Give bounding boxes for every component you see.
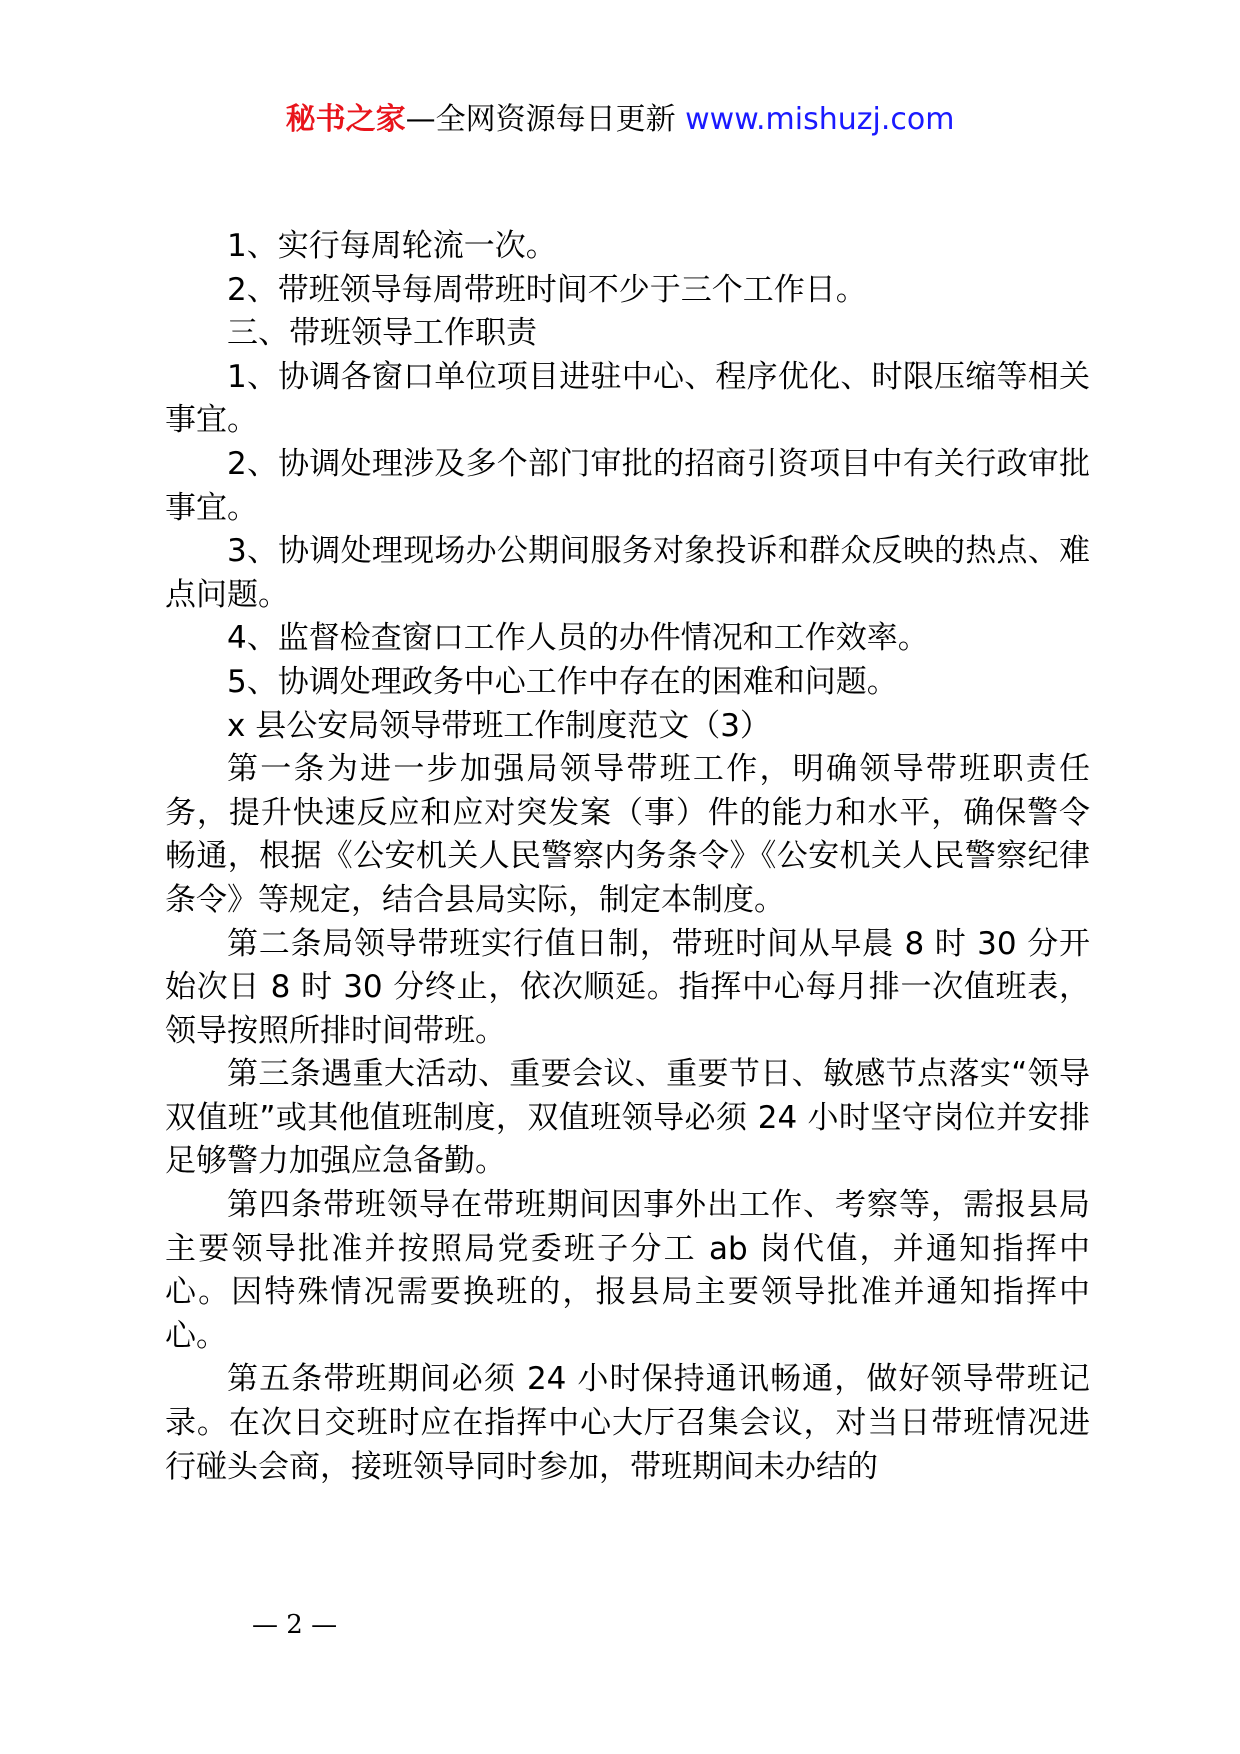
- article-5: 第五条带班期间必须 24 小时保持通讯畅通，做好领导带班记录。在次日交班时应在指挥中心大厅召集会议，对当日带班情况进行碰头会商，接班领导同时参加，带班期间未办结的: [165, 1361, 1090, 1485]
- site-url: www.mishuzj.com: [685, 102, 955, 137]
- article-2: 第二条局领导带班实行值日制，带班时间从早晨 8 时 30 分开始次日 8 时 30 分终止，依次顺延。指挥中心每月排一次值班表，领导按照所排时间带班。: [165, 925, 1090, 1049]
- site-slogan: —全网资源每日更新: [405, 102, 686, 137]
- paragraph-8: 5、协调处理政务中心工作中存在的困难和问题。: [227, 663, 898, 700]
- page-number: — 2 —: [252, 1610, 338, 1640]
- section-heading-duties: 三、带班领导工作职责: [227, 315, 537, 352]
- paragraph-5: 2、协调处理涉及多个部门审批的招商引资项目中有关行政审批事宜。: [165, 445, 1090, 526]
- document-subtitle: x 县公安局领导带班工作制度范文（3）: [227, 707, 771, 744]
- site-brand-name: 秘书之家: [285, 102, 406, 137]
- article-4: 第四条带班领导在带班期间因事外出工作、考察等，需报县局主要领导批准并按照局党委班子分工 ab 岗代值，并通知指挥中心。因特殊情况需要换班的，报县局主要领导批准并通知指挥中心。: [165, 1187, 1090, 1354]
- article-1: 第一条为进一步加强局领导带班工作，明确领导带班职责任务，提升快速反应和应对突发案（事）件的能力和水平，确保警令畅通，根据《公安机关人民警察内务条令》《公安机关人民警察纪律条令》等规定，结合县局实际，制定本制度。: [165, 751, 1090, 918]
- site-header-banner: [0, 100, 1240, 140]
- paragraph-7: 4、监督检查窗口工作人员的办件情况和工作效率。: [227, 620, 929, 657]
- paragraph-1: 1、实行每周轮流一次。: [227, 228, 557, 264]
- paragraph-6: 3、协调处理现场办公期间服务对象投诉和群众反映的热点、难点问题。: [165, 533, 1090, 613]
- paragraph-2: 2、带班领导每周带班时间不少于三个工作日。: [227, 271, 867, 308]
- document-body: [165, 225, 1090, 1489]
- article-3: 第三条遇重大活动、重要会议、重要节日、敏感节点落实“领导双值班”或其他值班制度，双值班领导必须 24 小时坚守岗位并安排足够警力加强应急备勤。: [165, 1056, 1090, 1180]
- paragraph-4: 1、协调各窗口单位项目进驻中心、程序优化、时限压缩等相关事宜。: [165, 358, 1090, 439]
